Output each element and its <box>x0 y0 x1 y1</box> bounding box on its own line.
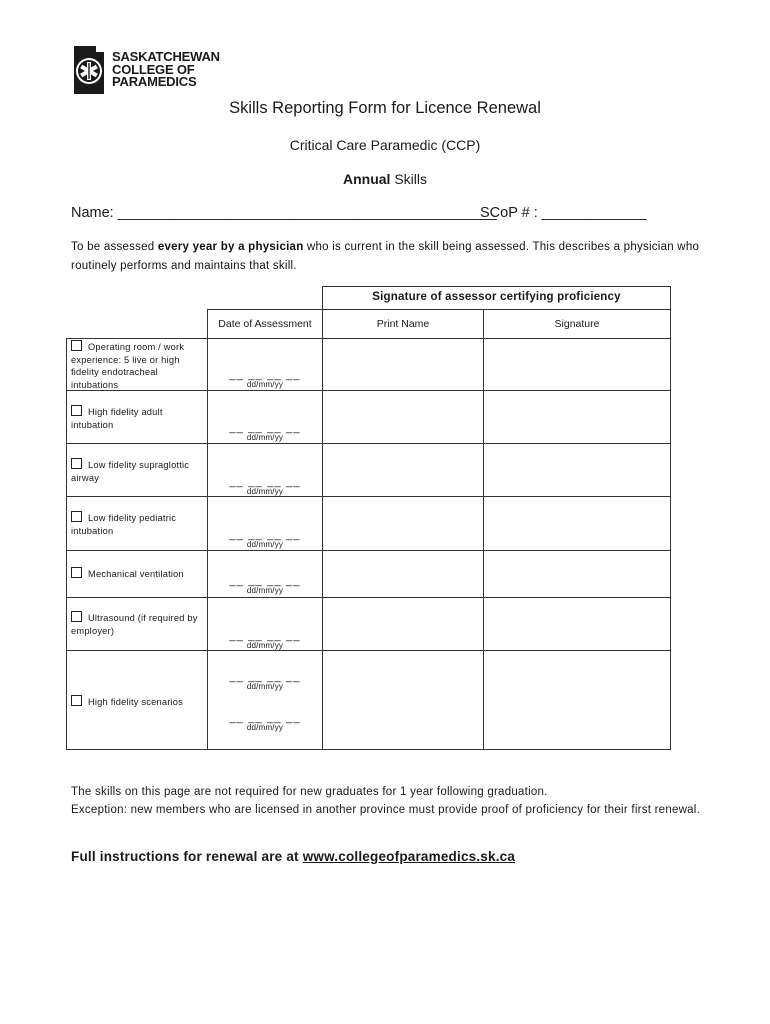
skill-checkbox[interactable] <box>71 458 82 469</box>
college-logo <box>70 44 230 98</box>
date-format-hint: dd/mm/yy <box>246 641 284 650</box>
skill-checkbox[interactable] <box>71 405 82 416</box>
logo-line-2: COLLEGE OF <box>112 61 195 77</box>
paramedic-seal-icon <box>70 44 108 96</box>
scop-number-field[interactable]: SCoP # : _____________ <box>480 205 647 221</box>
intro-text-bold: every year by a physician <box>157 241 304 253</box>
renewal-instructions <box>71 849 515 864</box>
table-row <box>71 458 201 484</box>
table-row <box>71 340 201 391</box>
skill-checkbox[interactable] <box>71 567 82 578</box>
signature-group-header: Signature of assessor certifying proficiency <box>372 291 621 303</box>
date-dashes: __ __ __ __ <box>229 529 301 541</box>
table-row <box>71 405 201 431</box>
date-field[interactable] <box>208 713 322 732</box>
skill-checkbox[interactable] <box>71 340 82 351</box>
skill-label: Low fidelity pediatric intubation <box>71 513 177 536</box>
date-field[interactable] <box>208 576 322 595</box>
intro-text-2: who is current in the skill being assessed. This describes a physician who routinely performs and maintains that skill. <box>71 241 700 272</box>
intro-text-1: To be assessed <box>71 241 158 253</box>
table-row <box>71 695 201 709</box>
date-field[interactable] <box>208 631 322 650</box>
date-dashes: __ __ __ __ <box>229 712 301 724</box>
name-field[interactable]: Name: _______________________________________________ <box>71 205 497 221</box>
skills-heading <box>0 171 770 187</box>
instructions-prefix: Full instructions for renewal are at <box>71 849 303 864</box>
skill-label: Low fidelity supraglottic airway <box>71 460 190 483</box>
assessment-instructions <box>71 238 701 275</box>
college-name <box>112 51 220 89</box>
graduate-note: The skills on this page are not required for new graduates for 1 year following graduation. <box>71 786 548 798</box>
column-date-of-assessment: Date of Assessment <box>218 318 312 330</box>
date-format-hint: dd/mm/yy <box>246 586 284 595</box>
date-field[interactable] <box>208 530 322 549</box>
table-row <box>71 511 201 537</box>
date-format-hint: dd/mm/yy <box>246 540 284 549</box>
logo-line-1: SASKATCHEWAN <box>112 49 220 64</box>
college-website-link[interactable]: www.collegeofparamedics.sk.ca <box>302 849 516 864</box>
exception-note: Exception: new members who are licensed in another province must provide proof of proficiency for their first renewal. <box>71 804 701 816</box>
form-title: Skills Reporting Form for Licence Renewal <box>229 99 541 117</box>
date-dashes: __ __ __ __ <box>229 369 301 381</box>
date-format-hint: dd/mm/yy <box>246 682 284 691</box>
date-dashes: __ __ __ __ <box>229 630 301 642</box>
date-dashes: __ __ __ __ <box>229 671 301 683</box>
date-format-hint: dd/mm/yy <box>246 380 284 389</box>
skill-checkbox[interactable] <box>71 511 82 522</box>
date-dashes: __ __ __ __ <box>229 575 301 587</box>
skills-heading-bold: Annual <box>342 171 391 187</box>
skill-label: Ultrasound (if required by employer) <box>71 613 198 636</box>
skill-label: Mechanical ventilation <box>88 569 184 579</box>
skill-label: High fidelity scenarios <box>88 697 184 707</box>
date-field[interactable] <box>208 423 322 442</box>
skill-checkbox[interactable] <box>71 611 82 622</box>
table-row <box>71 567 201 581</box>
skill-label: High fidelity adult intubation <box>71 407 163 430</box>
date-format-hint: dd/mm/yy <box>246 487 284 496</box>
table-row <box>71 611 201 637</box>
date-field[interactable] <box>208 477 322 496</box>
skills-heading-rest: Skills <box>390 171 427 187</box>
date-field[interactable] <box>208 370 322 389</box>
form-subtitle: Critical Care Paramedic (CCP) <box>289 137 481 153</box>
date-dashes: __ __ __ __ <box>229 476 301 488</box>
column-signature: Signature <box>554 318 600 330</box>
skill-checkbox[interactable] <box>71 695 82 706</box>
logo-line-3: PARAMEDICS <box>112 74 197 89</box>
skill-label: Operating room / work experience: 5 live or high fidelity endotracheal intubations <box>71 342 185 390</box>
date-dashes: __ __ __ __ <box>229 422 301 434</box>
date-format-hint: dd/mm/yy <box>246 433 284 442</box>
date-format-hint: dd/mm/yy <box>246 723 284 732</box>
date-field[interactable] <box>208 672 322 691</box>
column-print-name: Print Name <box>376 318 430 330</box>
